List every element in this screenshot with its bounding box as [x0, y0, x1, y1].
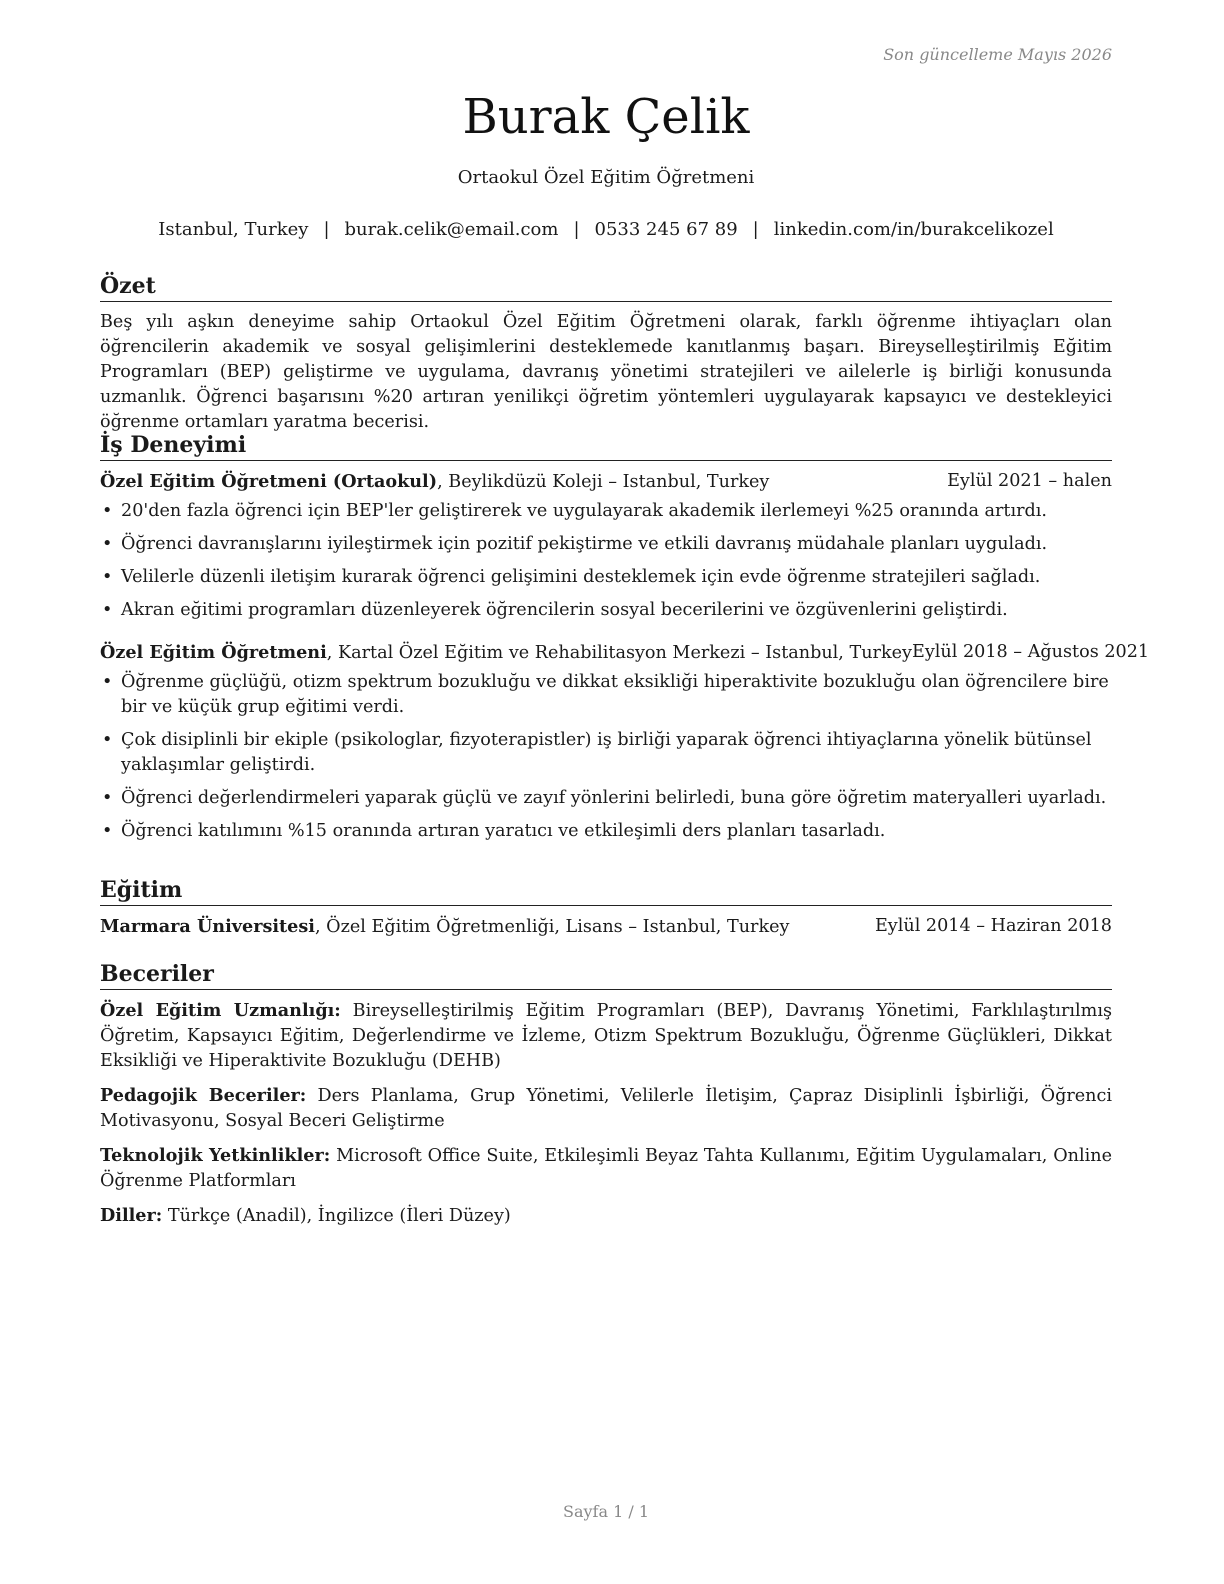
job-bullet: • Öğrenci katılımını %15 oranında artıran yaratıcı ve etkileşimli ders planları tasarladı.: [100, 819, 1112, 844]
contact-location: Istanbul, Turkey: [158, 219, 309, 240]
job-bullet: • Çok disiplinli bir ekiple (psikologlar, fizyoterapistler) iş birliği yaparak öğrenci ihtiyaçlarına yönelik bütünsel yaklaşımlar geliştirdi.: [100, 728, 1112, 778]
education-line: [100, 914, 789, 940]
skill-group: [100, 1143, 1112, 1194]
skill-group-text: Türkçe (Anadil), İngilizce (İleri Düzey): [162, 1206, 511, 1226]
job-bullet: • Öğrenci davranışlarını iyileştirmek için pozitif pekiştirme ve etkili davranış müdahale planları uyguladı.: [100, 532, 1112, 557]
education-dates: Eylül 2014 – Haziran 2018: [874, 916, 1112, 936]
contact-separator: |: [323, 219, 330, 240]
skills-section: [100, 960, 1112, 1238]
skill-group-text: Ders Planlama, Grup Yönetimi, Velilerle İletişim, Çapraz Disiplinli İşbirliği, Öğrenci Motivasyonu, Sosyal Beceri Geliştirme: [100, 1086, 1112, 1131]
summary-section: [100, 272, 1112, 435]
skill-group-label: Pedagojik Beceriler:: [100, 1085, 307, 1106]
section-title-summary: Özet: [100, 272, 1112, 302]
job-dates: Eylül 2021 – halen: [947, 471, 1112, 491]
job-title-line: [100, 640, 912, 666]
job-bullets: [100, 670, 1112, 844]
education-entry: [100, 914, 1112, 940]
contact-separator: |: [752, 219, 759, 240]
education-school: Marmara Üniversitesi: [100, 916, 315, 937]
skill-group: [100, 1203, 1112, 1229]
job-entry: [100, 469, 1112, 623]
page-number: Sayfa 1 / 1: [562, 1502, 649, 1521]
job-dates: Eylül 2018 – Ağustos 2021: [911, 642, 1150, 662]
skill-group-label: Teknolojik Yetkinlikler:: [100, 1145, 331, 1166]
education-details: , Özel Eğitim Öğretmenliği, Lisans – Istanbul, Turkey: [314, 917, 790, 937]
skill-group-label: Özel Eğitim Uzmanlığı:: [100, 1000, 341, 1021]
job-header: [100, 640, 1150, 666]
section-title-experience: İş Deneyimi: [100, 431, 1112, 461]
candidate-name: Burak Çelik: [462, 89, 750, 145]
job-entry: [100, 640, 1150, 844]
contact-email[interactable]: burak.celik@email.com: [344, 219, 559, 240]
job-bullet: • Akran eğitimi programları düzenleyerek öğrencilerin sosyal becerilerini ve özgüvenlerini geliştirdi.: [100, 598, 1112, 623]
job-bullet: • 20'den fazla öğrenci için BEP'ler geliştirerek ve uygulayarak akademik ilerlemeyi %25 oranında artırdı.: [100, 499, 1112, 524]
skill-group: [100, 1083, 1112, 1134]
experience-section: [100, 431, 1150, 852]
section-title-skills: Beceriler: [100, 960, 1112, 990]
last-updated: Son güncelleme Mayıs 2026: [883, 45, 1112, 64]
contact-line: [100, 219, 1112, 240]
job-bullet: • Velilerle düzenli iletişim kurarak öğrenci gelişimini desteklemek için evde öğrenme stratejileri sağladı.: [100, 565, 1112, 590]
contact-linkedin[interactable]: linkedin.com/in/burakcelikozel: [773, 219, 1054, 240]
job-bullets: [100, 499, 1112, 623]
skill-group-text: Microsoft Office Suite, Etkileşimli Beyaz Tahta Kullanımı, Eğitim Uygulamaları, Online Öğrenme Platformları: [100, 1146, 1112, 1191]
candidate-role: Ortaokul Özel Eğitim Öğretmeni: [457, 167, 755, 188]
summary-text: Beş yılı aşkın deneyime sahip Ortaokul Özel Eğitim Öğretmeni olarak, farklı öğrenme ihtiyaçları olan öğrencilerin akademik ve sosyal gelişimlerini desteklemede kanıtlanmış başarı. Bireyselleştirilmiş Eğitim Programları (BEP) geliştirme ve uygulama, davranış yönetimi stratejileri ve ailelerle iş birliği konusunda uzmanlık. Öğrenci başarısını %20 artıran yenilikçi öğretim yöntemleri uygulayarak kapsayıcı ve destekleyici öğrenme ortamları yaratma becerisi.: [100, 312, 1112, 432]
contact-separator: |: [573, 219, 580, 240]
job-header: [100, 469, 1112, 495]
skill-group-text: Bireyselleştirilmiş Eğitim Programları (BEP), Davranış Yönetimi, Farklılaştırılmış Öğretim, Kapsayıcı Eğitim, Değerlendirme ve İzleme, Otizm Spektrum Bozukluğu, Öğrenme Güçlükleri, Dikkat Eksikliği ve Hiperaktivite Bozukluğu (DEHB): [100, 1001, 1112, 1071]
job-bullet: • Öğrenci değerlendirmeleri yaparak güçlü ve zayıf yönlerini belirledi, buna göre öğretim materyalleri uyarladı.: [100, 786, 1112, 811]
job-title-line: [100, 469, 769, 495]
job-position: Özel Eğitim Öğretmeni: [100, 642, 327, 663]
skill-group-label: Diller:: [100, 1205, 163, 1226]
job-organization: , Kartal Özel Eğitim ve Rehabilitasyon Merkezi – Istanbul, Turkey: [326, 643, 912, 663]
contact-phone: 0533 245 67 89: [594, 219, 738, 240]
education-section: [100, 876, 1112, 940]
job-organization: , Beylikdüzü Koleji – Istanbul, Turkey: [437, 472, 770, 492]
job-position: Özel Eğitim Öğretmeni (Ortaokul): [100, 471, 438, 492]
skill-group: [100, 998, 1112, 1074]
section-title-education: Eğitim: [100, 876, 1112, 906]
job-bullet: • Öğrenme güçlüğü, otizm spektrum bozukluğu ve dikkat eksikliği hiperaktivite bozukluğu olan öğrencilere bire bir ve küçük grup eğitimi verdi.: [100, 670, 1112, 720]
